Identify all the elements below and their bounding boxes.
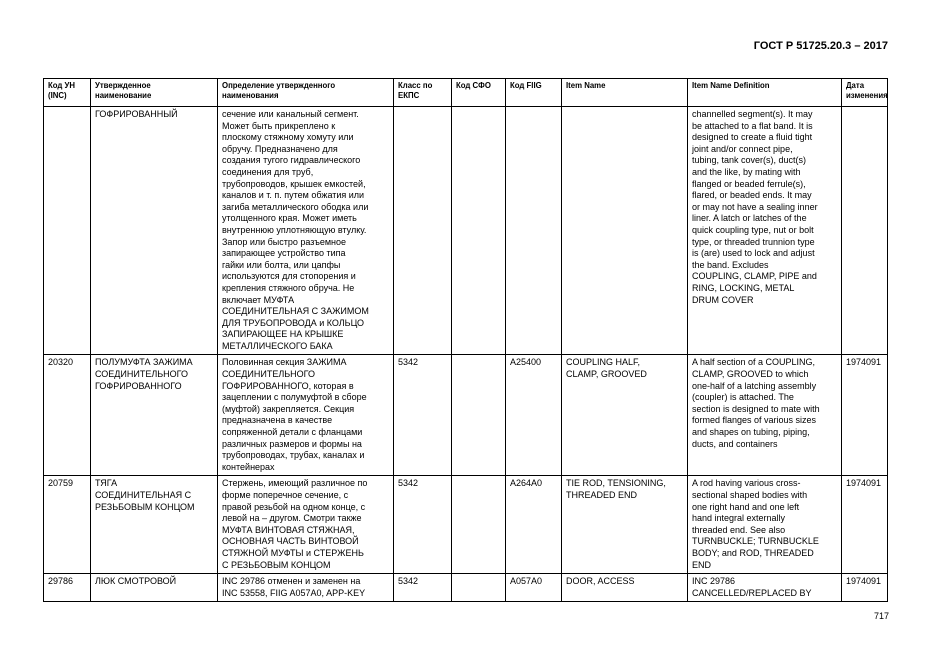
cell-line: форме поперечное сечение, с bbox=[222, 490, 349, 500]
cell-line: formed flanges of various sizes bbox=[692, 415, 817, 426]
cell-inc-code bbox=[44, 107, 91, 355]
cell-line: DRUM COVER bbox=[692, 294, 754, 305]
header-item-name bbox=[562, 79, 688, 107]
cell-change-date: 1974091 bbox=[842, 355, 888, 476]
cell-line: ГОФРИРОВАННОГО, которая в bbox=[222, 380, 354, 391]
cell-line: CLAMP, GROOVED bbox=[566, 369, 647, 380]
cell-line: запирающее устройство типа bbox=[222, 248, 346, 259]
header-line: Item Name Definition bbox=[692, 81, 770, 90]
cell-line: каналов и т. п. путем обжатия или bbox=[222, 190, 365, 201]
cell-inc-code: 20759 bbox=[44, 476, 91, 574]
cell-change-date bbox=[842, 107, 888, 355]
cell-fiig-code: A264A0 bbox=[506, 476, 562, 574]
cell-sfo-code bbox=[452, 574, 506, 602]
cell-line: СОЕДИНИТЕЛЬНОГО bbox=[95, 369, 189, 380]
cell-item-definition bbox=[688, 574, 842, 602]
cell-line: плоскому стяжному хомуту или bbox=[222, 132, 354, 143]
cell-line: DOOR, ACCESS bbox=[566, 576, 635, 587]
header-line: наименования bbox=[222, 91, 279, 100]
cell-line: правой резьбой на одном конце, с bbox=[222, 501, 366, 512]
cell-ekps-class: 5342 bbox=[394, 476, 452, 574]
cell-line: BODY; and ROD, THREADED bbox=[692, 547, 814, 558]
cell-item-definition bbox=[688, 355, 842, 476]
cell-line: type, or threaded trunnion type bbox=[692, 236, 815, 247]
table-row bbox=[44, 476, 888, 574]
cell-line: утолщенного края. Может иметь bbox=[222, 213, 357, 224]
cell-line: сопряженной детали с фланцами bbox=[222, 427, 363, 438]
cell-ekps-class: 5342 bbox=[394, 574, 452, 602]
cell-line: flanged or beaded ferrule(s), bbox=[692, 178, 806, 189]
cell-line: СТЯЖНОЙ МУФТЫ и СТЕРЖЕНЬ bbox=[222, 547, 364, 558]
cell-line: INC 53558, FIIG A057A0, APP-KEY bbox=[222, 587, 366, 598]
cell-line: COUPLING, CLAMP, PIPE and bbox=[692, 271, 817, 282]
cell-ekps-class: 5342 bbox=[394, 355, 452, 476]
cell-line: or may not have a sealing inner bbox=[692, 201, 818, 212]
header-line: Item Name bbox=[566, 81, 606, 90]
cell-line: ГОФРИРОВАННЫЙ bbox=[95, 109, 178, 119]
cell-line: liner. A latch or latches of the bbox=[692, 213, 807, 224]
header-line: ЕКПС bbox=[398, 91, 420, 100]
cell-line: (coupler) is attached. The bbox=[692, 392, 794, 403]
cell-fiig-code bbox=[506, 107, 562, 355]
cell-item-definition bbox=[688, 107, 842, 355]
cell-line: СОЕДИНИТЕЛЬНОГО bbox=[222, 369, 316, 380]
cell-line: be attached to a flat band. It is bbox=[692, 120, 813, 131]
cell-definition-ru bbox=[218, 355, 394, 476]
cell-line: ducts, and containers bbox=[692, 438, 778, 449]
cell-line: МУФТА ВИНТОВАЯ СТЯЖНАЯ, bbox=[222, 524, 355, 535]
page-number: 717 bbox=[873, 611, 889, 621]
cell-line: ДЛЯ ТРУБОПРОВОДА и КОЛЬЦО bbox=[222, 317, 365, 328]
cell-change-date: 1974091 bbox=[842, 574, 888, 602]
cell-line: ЛЮК СМОТРОВОЙ bbox=[95, 576, 177, 587]
cell-line: the band. Excludes bbox=[692, 259, 769, 270]
cell-line: создания тугого гидравлического bbox=[222, 155, 361, 166]
table-row bbox=[44, 574, 888, 602]
header-line: Дата bbox=[846, 81, 865, 90]
cell-line: COUPLING HALF, bbox=[566, 357, 641, 368]
cell-line: Половинная секция ЗАЖИМА bbox=[222, 357, 347, 368]
header-line: Утвержденное bbox=[95, 81, 151, 90]
header-line: Код УН bbox=[48, 81, 76, 90]
cell-item-definition bbox=[688, 476, 842, 574]
table-row bbox=[44, 107, 888, 355]
table-row bbox=[44, 355, 888, 476]
cell-line: Стержень, имеющий различное по bbox=[222, 478, 368, 489]
cell-line: различных размеров и формы на bbox=[222, 438, 362, 449]
cell-line: СОЕДИНИТЕЛЬНАЯ С ЗАЖИМОМ bbox=[222, 306, 369, 317]
cell-line: трубопроводах, трубах, каналах и bbox=[222, 450, 365, 461]
cell-line: one-half of a latching assembly bbox=[692, 380, 817, 391]
cell-line: МЕТАЛЛИЧЕСКОГО БАКА bbox=[222, 340, 333, 351]
cell-line: ГОФРИРОВАННОГО bbox=[95, 380, 182, 391]
cell-line: quick coupling type, nut or bolt bbox=[692, 224, 814, 235]
cell-line: предназначена в качестве bbox=[222, 415, 333, 426]
header-inc-code bbox=[44, 79, 91, 107]
cell-line: INC 29786 bbox=[692, 576, 736, 587]
cell-line: THREADED END bbox=[566, 490, 638, 500]
cell-line: ЗАПИРАЮЩЕЕ НА КРЫШКЕ bbox=[222, 329, 344, 340]
cell-line: A rod having various cross- bbox=[692, 478, 801, 489]
cell-line: A half section of a COUPLING, bbox=[692, 357, 816, 368]
cell-line: загиба металлического ободка или bbox=[222, 201, 369, 212]
cell-inc-code: 29786 bbox=[44, 574, 91, 602]
header-line: Код СФО bbox=[456, 81, 491, 90]
header-sfo-code bbox=[452, 79, 506, 107]
cell-line: гайки или болта, или цапфы bbox=[222, 259, 341, 270]
cell-line: flared, or beaded ends. It may bbox=[692, 190, 812, 201]
cell-line: channelled segment(s). It may bbox=[692, 109, 813, 119]
cell-item-name bbox=[562, 476, 688, 574]
cell-line: and shapes on tubing, piping, bbox=[692, 427, 810, 438]
cell-fiig-code: A25400 bbox=[506, 355, 562, 476]
cell-line: Запор или быстро разъемное bbox=[222, 236, 347, 247]
cell-line: сечение или канальный сегмент. bbox=[222, 109, 359, 119]
cell-approved-name bbox=[91, 574, 218, 602]
cell-inc-code: 20320 bbox=[44, 355, 91, 476]
cell-line: включает МУФТА bbox=[222, 294, 295, 305]
cell-line: левой на – другом. Смотри также bbox=[222, 513, 362, 524]
cell-item-name bbox=[562, 574, 688, 602]
cell-line: обручу. Предназначено для bbox=[222, 143, 338, 154]
cell-line: threaded end. See also bbox=[692, 524, 786, 535]
cell-line: CLAMP, GROOVED to which bbox=[692, 369, 809, 380]
cell-line: and the like, by mating with bbox=[692, 166, 801, 177]
cell-line: внутреннюю уплотняющую втулку. bbox=[222, 224, 367, 235]
cell-approved-name bbox=[91, 107, 218, 355]
cell-item-name bbox=[562, 355, 688, 476]
cell-definition-ru bbox=[218, 574, 394, 602]
cell-line: INC 29786 отменен и заменен на bbox=[222, 576, 361, 587]
cell-line: CANCELLED/REPLACED BY bbox=[692, 587, 812, 598]
cell-line: TURNBUCKLE; TURNBUCKLE bbox=[692, 536, 819, 547]
cell-definition-ru bbox=[218, 476, 394, 574]
table-header-row bbox=[44, 79, 888, 107]
cell-line: зацеплении с полумуфтой в сборе bbox=[222, 392, 367, 403]
cell-definition-ru bbox=[218, 107, 394, 355]
header-line: изменения bbox=[846, 91, 888, 100]
header-approved-name bbox=[91, 79, 218, 107]
header-line: Класс по bbox=[398, 81, 433, 90]
cell-line: (муфтой) закрепляется. Секция bbox=[222, 403, 355, 414]
cell-approved-name bbox=[91, 476, 218, 574]
header-change-date bbox=[842, 79, 888, 107]
classification-table bbox=[43, 78, 888, 602]
cell-line: крепления стяжного обруча. Не bbox=[222, 282, 355, 293]
cell-sfo-code bbox=[452, 476, 506, 574]
cell-line: РЕЗЬБОВЫМ КОНЦОМ bbox=[95, 501, 195, 512]
header-line: наименование bbox=[95, 91, 152, 100]
header-fiig-code bbox=[506, 79, 562, 107]
cell-line: ПОЛУМУФТА ЗАЖИМА bbox=[95, 357, 193, 368]
cell-sfo-code bbox=[452, 355, 506, 476]
cell-approved-name bbox=[91, 355, 218, 476]
cell-line: контейнерах bbox=[222, 461, 275, 472]
cell-line: используются для стопорения и bbox=[222, 271, 356, 282]
cell-line: Может быть прикреплено к bbox=[222, 120, 336, 131]
cell-line: section is designed to mate with bbox=[692, 403, 820, 414]
header-line: Код FIIG bbox=[510, 81, 542, 90]
cell-line: END bbox=[692, 559, 712, 570]
cell-line: designed to create a fluid tight bbox=[692, 132, 813, 143]
header-definition-ru bbox=[218, 79, 394, 107]
cell-line: joint and/or connect pipe, bbox=[692, 143, 793, 154]
cell-line: hand integral externally bbox=[692, 513, 786, 524]
header-line: (INC) bbox=[48, 91, 67, 100]
header-line: Определение утвержденного bbox=[222, 81, 336, 90]
cell-line: sectional shaped bodies with bbox=[692, 490, 808, 500]
cell-item-name bbox=[562, 107, 688, 355]
cell-line: СОЕДИНИТЕЛЬНАЯ С bbox=[95, 490, 192, 500]
cell-line: трубопроводов, крышек емкостей, bbox=[222, 178, 366, 189]
cell-sfo-code bbox=[452, 107, 506, 355]
cell-line: ТЯГА bbox=[95, 478, 118, 489]
cell-line: TIE ROD, TENSIONING, bbox=[566, 478, 666, 489]
table-body bbox=[44, 107, 888, 602]
cell-line: С РЕЗЬБОВЫМ КОНЦОМ bbox=[222, 559, 331, 570]
cell-line: tubing, tank cover(s), duct(s) bbox=[692, 155, 807, 166]
cell-change-date: 1974091 bbox=[842, 476, 888, 574]
cell-line: is (are) used to lock and adjust bbox=[692, 248, 815, 259]
cell-ekps-class bbox=[394, 107, 452, 355]
header-item-definition bbox=[688, 79, 842, 107]
cell-line: one right hand and one left bbox=[692, 501, 800, 512]
cell-line: RING, LOCKING, METAL bbox=[692, 282, 795, 293]
cell-fiig-code: A057A0 bbox=[506, 574, 562, 602]
cell-line: ОСНОВНАЯ ЧАСТЬ ВИНТОВОЙ bbox=[222, 536, 359, 547]
cell-line: соединения для труб, bbox=[222, 166, 314, 177]
header-ekps-class bbox=[394, 79, 452, 107]
standard-id-header: ГОСТ Р 51725.20.3 – 2017 bbox=[753, 40, 888, 52]
